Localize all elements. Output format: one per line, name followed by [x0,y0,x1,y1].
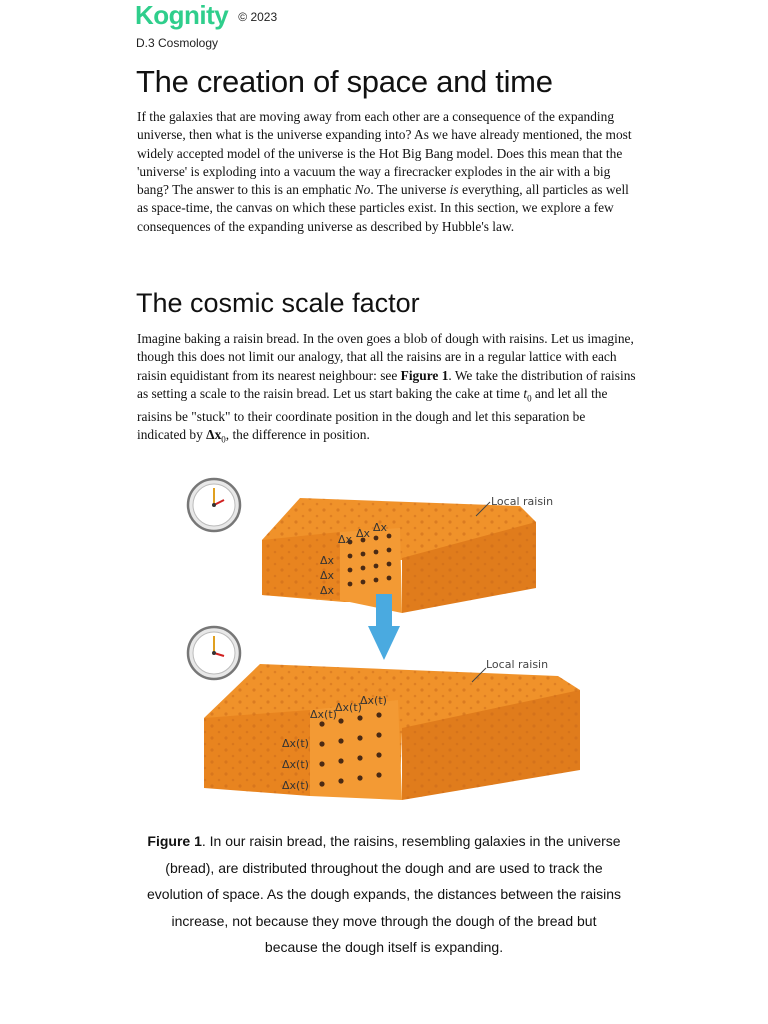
delta-x-t-label-bottom: Δx(t) [282,737,309,750]
delta-x-label-top: Δx [320,554,335,567]
clock-icon-top [188,479,240,531]
raisin-bread-figure [180,470,590,820]
figure-reference: Figure 1 [400,367,449,383]
delta-x-t-label-bottom: Δx(t) [282,758,309,771]
delta-x-subscript: 0 [221,434,226,445]
figure-caption-text: . In our raisin bread, the raisins, resembling galaxies in the universe (bread), are distributed throughout the dough and are used to track the evolution of space. As the dough expands, the distances between the raisins increase, not because they move through the dough of the bread but because the dough itself is expanding. [147,833,621,955]
section-text-d: , the difference in position. [225,427,370,443]
delta-x-symbol: Δx [206,427,222,443]
delta-x-label-top: Δx [338,533,353,546]
header [135,0,277,30]
delta-x-label-top: Δx [320,569,335,582]
time-subscript: 0 [527,393,532,404]
delta-x-t-label-bottom: Δx(t) [335,701,362,714]
section-text-a: Imagine baking a raisin bread. In the oven goes a blob of dough with raisins. Let us imagine, though this does not limit our analogy, that all the raisins are in a regular lattice with each raisin equidistant from its nearest neighbour: see [137,331,634,383]
section-text-b: . We take the distribution of raisins as setting a scale to the raisin bread. Let us start baking the cake at time [137,367,636,401]
kognity-logo[interactable]: Kognity [135,0,229,30]
intro-emphasis-no: No [354,182,371,198]
intro-text-c: everything, all particles as well as space-time, the canvas on which these particles exist. In this section, we explore a few consequences of the expanding universe as described by Hubble's law. [137,182,629,234]
figure-caption-label: Figure 1 [147,833,202,849]
delta-x-t-label-bottom: Δx(t) [360,694,387,707]
breadcrumb: D.3 Cosmology [136,36,219,50]
local-raisin-label-top: Local raisin [491,495,554,508]
local-raisin-label-bottom: Local raisin [486,658,549,671]
section-text-c: and let all the raisins be "stuck" to their coordinate position in the dough and let this separation be indicated by [137,385,608,443]
raisin-bread-top [262,495,553,613]
copyright-text: © 2023 [238,10,278,24]
figure-caption [145,828,623,961]
intro-text-a: If the galaxies that are moving away from each other are a consequence of the expanding universe, then what is the universe expanding into? As we have already mentioned, the most widely accepted model of the universe is the Hot Big Bang model. Does this mean that the 'universe' is exploding into a vacuum the way a firecracker explodes in the air with a big bang? The answer to this is an emphatic [137,109,632,198]
delta-x-t-label-bottom: Δx(t) [282,779,309,792]
intro-emphasis-is: is [449,182,459,198]
section-heading: The cosmic scale factor [136,288,420,318]
section-paragraph [137,330,637,449]
page-title: The creation of space and time [136,64,553,99]
raisin-bread-bottom [204,658,580,800]
intro-paragraph [137,108,637,236]
delta-x-label-top: Δx [373,521,388,534]
delta-x-label-top: Δx [356,527,371,540]
intro-text-b: . The universe [370,182,450,198]
time-symbol: t [523,385,528,401]
clock-icon-bottom [188,627,240,679]
delta-x-label-top: Δx [320,584,335,597]
delta-x-t-label-bottom: Δx(t) [310,708,337,721]
